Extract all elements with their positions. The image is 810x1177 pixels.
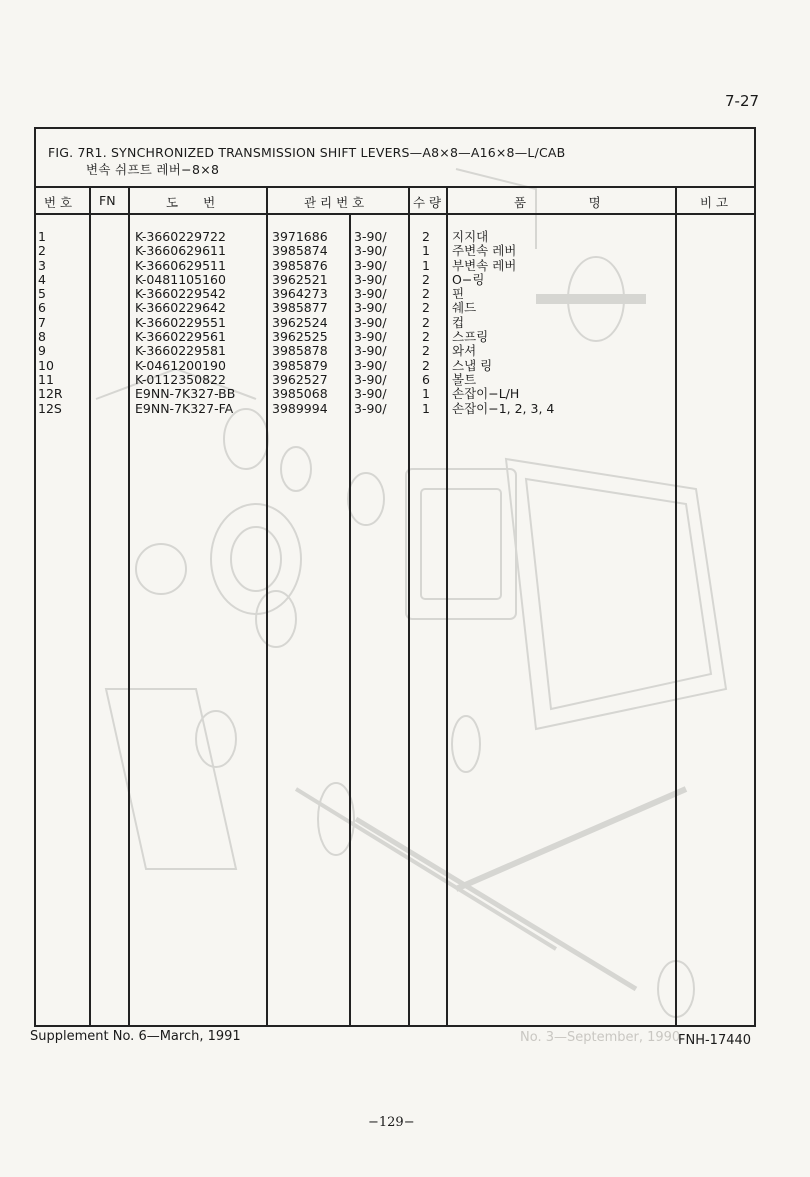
column-drawing-no	[135, 230, 235, 416]
header-divider	[36, 213, 756, 215]
cell-quantity: 2	[422, 357, 430, 373]
column-quantity	[422, 230, 430, 416]
cell-item-no: 6	[38, 300, 46, 316]
cell-part-name: 스프링	[452, 329, 489, 345]
cell-drawing-no: K-3660229542	[135, 286, 226, 302]
cell-management-ref: 3-90/	[354, 400, 387, 416]
cell-drawing-no: K-3660229642	[135, 300, 226, 316]
cell-quantity: 1	[422, 386, 430, 402]
cell-quantity: 1	[422, 257, 430, 273]
cell-management-code: 3962521	[272, 271, 328, 287]
cell-management-ref: 3-90/	[354, 243, 387, 259]
cell-drawing-no: K-3660629511	[135, 257, 226, 273]
cell-quantity: 2	[422, 329, 430, 345]
cell-quantity: 2	[422, 286, 430, 302]
cell-quantity: 6	[422, 371, 430, 387]
header-remark: 비 고	[700, 195, 729, 210]
cell-drawing-no: K-3660229551	[135, 314, 226, 330]
column-part-name	[452, 230, 554, 416]
cell-item-no: 5	[38, 286, 46, 302]
column-management-code	[272, 230, 328, 416]
cell-item-no: 4	[38, 271, 46, 287]
cell-management-code: 3985874	[272, 243, 328, 259]
cell-management-code: 3985878	[272, 343, 328, 359]
cell-quantity: 1	[422, 243, 430, 259]
cell-item-no: 2	[38, 243, 46, 259]
cell-part-name: O−링	[452, 271, 485, 287]
cell-management-ref: 3-90/	[354, 329, 387, 345]
cell-management-ref: 3-90/	[354, 300, 387, 316]
cell-quantity: 2	[422, 314, 430, 330]
cell-management-ref: 3-90/	[354, 314, 387, 330]
cell-drawing-no: K-0481105160	[135, 271, 226, 287]
cell-item-no: 11	[38, 371, 54, 387]
cell-quantity: 2	[422, 229, 430, 244]
cell-quantity: 2	[422, 343, 430, 359]
cell-management-code: 3985879	[272, 357, 328, 373]
cell-item-no: 10	[38, 357, 54, 373]
header-no: 번 호	[44, 195, 73, 210]
column-divider	[128, 186, 130, 1027]
column-item-no	[38, 230, 63, 416]
cell-quantity: 2	[422, 300, 430, 316]
cell-management-ref: 3-90/	[354, 257, 387, 273]
cell-drawing-no: K-3660229722	[135, 229, 226, 244]
cell-management-ref: 3-90/	[354, 286, 387, 302]
cell-management-code: 3962525	[272, 329, 328, 345]
cell-part-name: 컵	[452, 314, 465, 330]
cell-management-ref: 3-90/	[354, 371, 387, 387]
document-code: FNH-17440	[678, 1033, 752, 1048]
cell-quantity: 2	[422, 271, 430, 287]
cell-part-name: 지지대	[452, 229, 489, 244]
cell-drawing-no: K-3660629611	[135, 243, 226, 259]
cell-management-code: 3985068	[272, 386, 328, 402]
cell-part-name: 쉐드	[452, 300, 477, 316]
column-management-ref	[354, 230, 387, 416]
column-divider	[349, 213, 351, 1027]
header-fn: FN	[99, 193, 116, 208]
cell-drawing-no: K-3660229581	[135, 343, 226, 359]
page-footer-number: −129−	[368, 1115, 415, 1130]
cell-item-no: 1	[38, 229, 46, 244]
cell-quantity: 1	[422, 400, 430, 416]
cell-part-name: 와셔	[452, 343, 477, 359]
cell-part-name: 주변속 레버	[452, 243, 517, 259]
page-number: 7-27	[725, 92, 760, 110]
cell-management-code: 3971686	[272, 229, 328, 244]
cell-management-code: 3962527	[272, 371, 328, 387]
cell-management-ref: 3-90/	[354, 271, 387, 287]
cell-management-code: 3964273	[272, 286, 328, 302]
cell-management-ref: 3-90/	[354, 357, 387, 373]
figure-title-korean: 변속 쉬프트 레버−8×8	[86, 162, 220, 177]
column-divider	[89, 186, 91, 1027]
cell-drawing-no: E9NN-7K327-BB	[135, 386, 236, 402]
cell-part-name: 볼트	[452, 371, 477, 387]
title-divider	[36, 186, 756, 188]
cell-part-name: 부변속 레버	[452, 257, 517, 273]
header-quantity: 수 량	[413, 195, 442, 210]
cell-item-no: 12S	[38, 400, 62, 416]
header-part-name: 품 명	[514, 195, 601, 210]
cell-management-code: 3985876	[272, 257, 328, 273]
cell-part-name: 손잡이−L/H	[452, 386, 520, 402]
column-divider	[266, 186, 268, 1027]
cell-management-ref: 3-90/	[354, 386, 387, 402]
cell-item-no: 3	[38, 257, 46, 273]
cell-drawing-no: K-0112350822	[135, 371, 226, 387]
cell-item-no: 9	[38, 343, 46, 359]
parts-table-frame	[34, 127, 756, 1027]
column-divider	[408, 186, 410, 1027]
cell-item-no: 8	[38, 329, 46, 345]
header-drawing-no: 도 번	[166, 195, 216, 210]
cell-drawing-no: K-3660229561	[135, 329, 226, 345]
supplement-note: Supplement No. 6—March, 1991	[30, 1029, 241, 1044]
figure-title-english: FIG. 7R1. SYNCHRONIZED TRANSMISSION SHIFT LEVERS—A8×8—A16×8—L/CAB	[48, 145, 566, 160]
cell-drawing-no: K-0461200190	[135, 357, 226, 373]
cell-drawing-no: E9NN-7K327-FA	[135, 400, 234, 416]
cell-part-name: 손잡이−1, 2, 3, 4	[452, 400, 555, 416]
cell-item-no: 7	[38, 314, 46, 330]
cell-part-name: 스냅 링	[452, 357, 493, 373]
cell-management-ref: 3-90/	[354, 343, 387, 359]
cell-management-ref: 3-90/	[354, 229, 387, 244]
column-divider	[446, 186, 448, 1027]
cell-management-code: 3985877	[272, 300, 328, 316]
cell-management-code: 3989994	[272, 400, 328, 416]
column-divider	[675, 186, 677, 1027]
cell-management-code: 3962524	[272, 314, 328, 330]
cell-part-name: 핀	[452, 286, 465, 302]
cell-item-no: 12R	[38, 386, 63, 402]
ghost-footer-text: No. 3—September, 1990	[520, 1030, 681, 1045]
header-management-no: 관 리 번 호	[304, 195, 365, 210]
